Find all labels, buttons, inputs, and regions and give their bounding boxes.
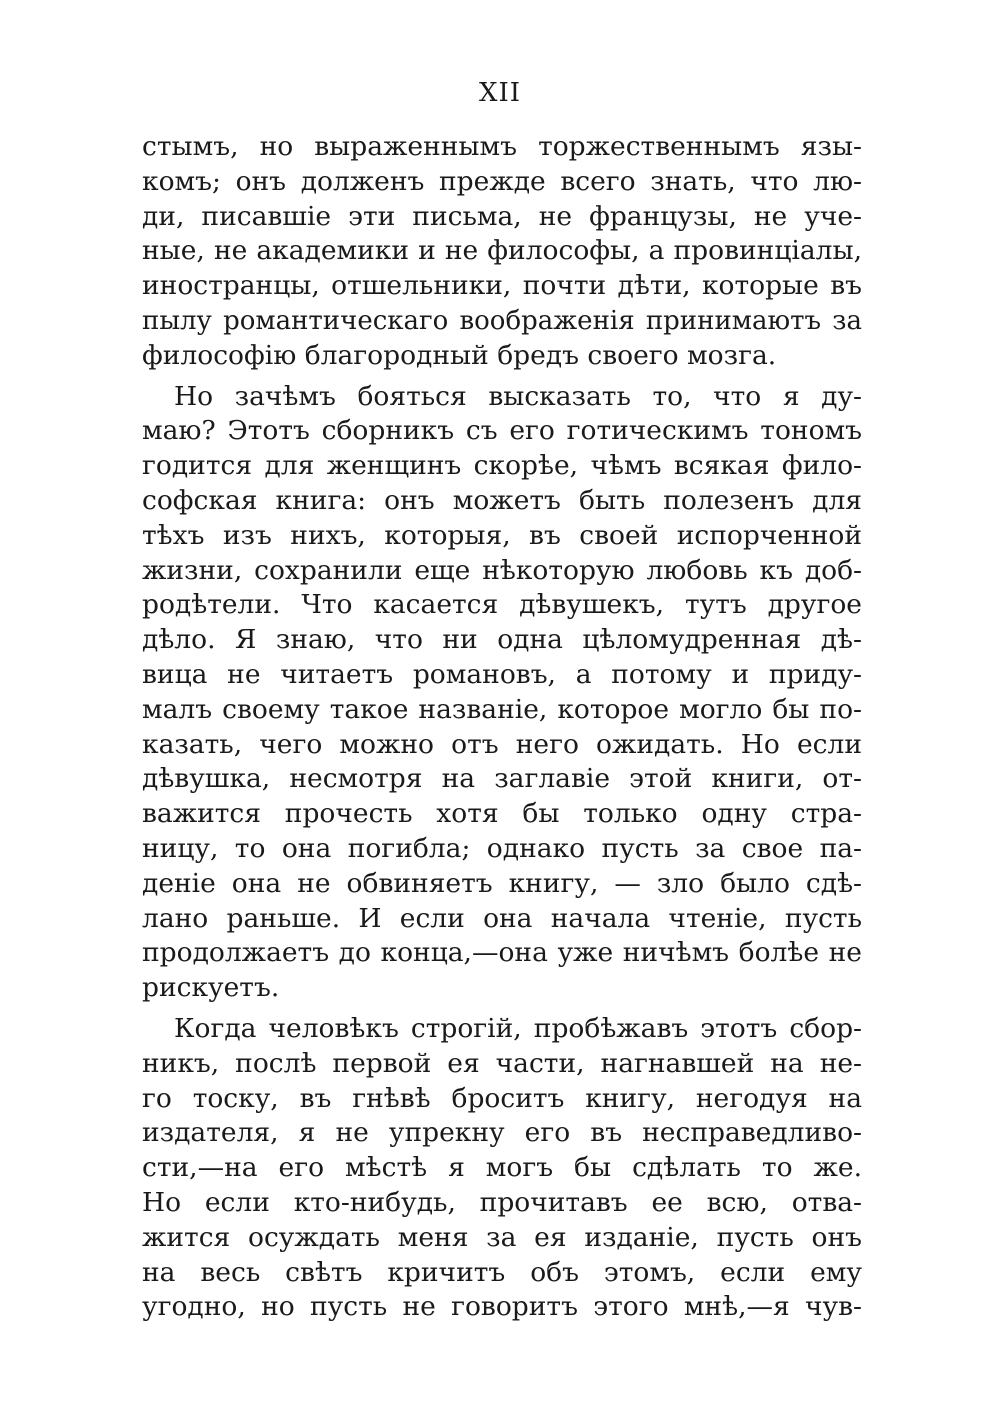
text-line: родѣтели. Что касается дѣвушекъ, тутъ другое bbox=[142, 589, 862, 621]
text-line: дѣло. Я знаю, что ни одна цѣломудренная дѣ- bbox=[142, 624, 862, 656]
body-text bbox=[142, 130, 862, 1325]
text-line: ные, не академики и не философы, а провинціалы, bbox=[142, 235, 862, 267]
text-line: малъ своему такое названіе, которое могло бы по- bbox=[142, 693, 862, 725]
text-line: жится осуждать меня за ея изданіе, пусть онъ bbox=[142, 1221, 862, 1253]
text-line: ницу, то она погибла; однако пусть за свое па- bbox=[142, 832, 862, 864]
text-line: стымъ, но выраженнымъ торжественнымъ язы- bbox=[142, 131, 862, 162]
text-line: пылу романтическаго воображенія принимаютъ за bbox=[142, 305, 862, 336]
text-line: Но зачѣмъ бояться высказать то, что я ду- bbox=[174, 380, 862, 412]
text-line: комъ; онъ долженъ прежде всего знать, что лю- bbox=[142, 165, 862, 197]
text-line: тѣхъ изъ нихъ, которыя, въ своей испорченной bbox=[142, 519, 862, 551]
text-line: деніе она не обвиняетъ книгу, — зло было сдѣ- bbox=[142, 867, 862, 899]
text-line: софская книга: онъ можетъ быть полезенъ для bbox=[142, 484, 862, 516]
text-line: важится прочесть хотя бы только одну стра- bbox=[142, 798, 862, 830]
page-number: XII bbox=[478, 78, 522, 108]
text-line: Когда человѣкъ строгій, пробѣжавъ этотъ сбор- bbox=[174, 1012, 862, 1044]
text-line: издателя, я не упрекну его въ несправедливо- bbox=[142, 1117, 862, 1149]
text-line: го тоску, въ гнѣвѣ броситъ книгу, негодуя на bbox=[142, 1082, 862, 1114]
text-line: годится для женщинъ скорѣе, чѣмъ всякая фило- bbox=[142, 450, 862, 482]
paragraph-1 bbox=[142, 130, 862, 374]
text-line: казать, чего можно отъ него ожидать. Но если bbox=[142, 728, 862, 760]
text-line: никъ, послѣ первой ея части, нагнавшей на не- bbox=[142, 1047, 862, 1079]
text-line: вица не читаетъ романовъ, а потому и приду- bbox=[142, 658, 862, 690]
text-line: философію благородный бредъ своего мозга. bbox=[142, 339, 777, 371]
text-line: на весь свѣтъ кричитъ объ этомъ, если ему bbox=[142, 1256, 862, 1288]
text-line: иностранцы, отшельники, почти дѣти, которые въ bbox=[142, 270, 862, 302]
text-line: продолжаетъ до конца,—она уже ничѣмъ болѣе не bbox=[142, 937, 862, 969]
paragraph-3 bbox=[142, 1012, 862, 1325]
paragraph-2 bbox=[142, 380, 862, 1006]
text-line: рискуетъ. bbox=[142, 972, 280, 1004]
text-line: жизни, сохранили еще нѣкоторую любовь къ доб- bbox=[142, 554, 862, 586]
text-line: ди, писавшіе эти письма, не французы, не уче- bbox=[142, 200, 862, 232]
text-line: Но если кто-нибудь, прочитавъ ее всю, отва- bbox=[142, 1186, 862, 1218]
text-line: сти,—на его мѣстѣ я могъ бы сдѣлать то же. bbox=[142, 1152, 862, 1184]
text-line: маю? Этотъ сборникъ съ его готическимъ тономъ bbox=[142, 415, 862, 447]
text-line: угодно, но пусть не говоритъ этого мнѣ,—я чув- bbox=[142, 1291, 862, 1323]
text-line: дѣвушка, несмотря на заглавіе этой книги, от- bbox=[142, 763, 862, 795]
text-line: лано раньше. И если она начала чтеніе, пусть bbox=[142, 902, 862, 934]
